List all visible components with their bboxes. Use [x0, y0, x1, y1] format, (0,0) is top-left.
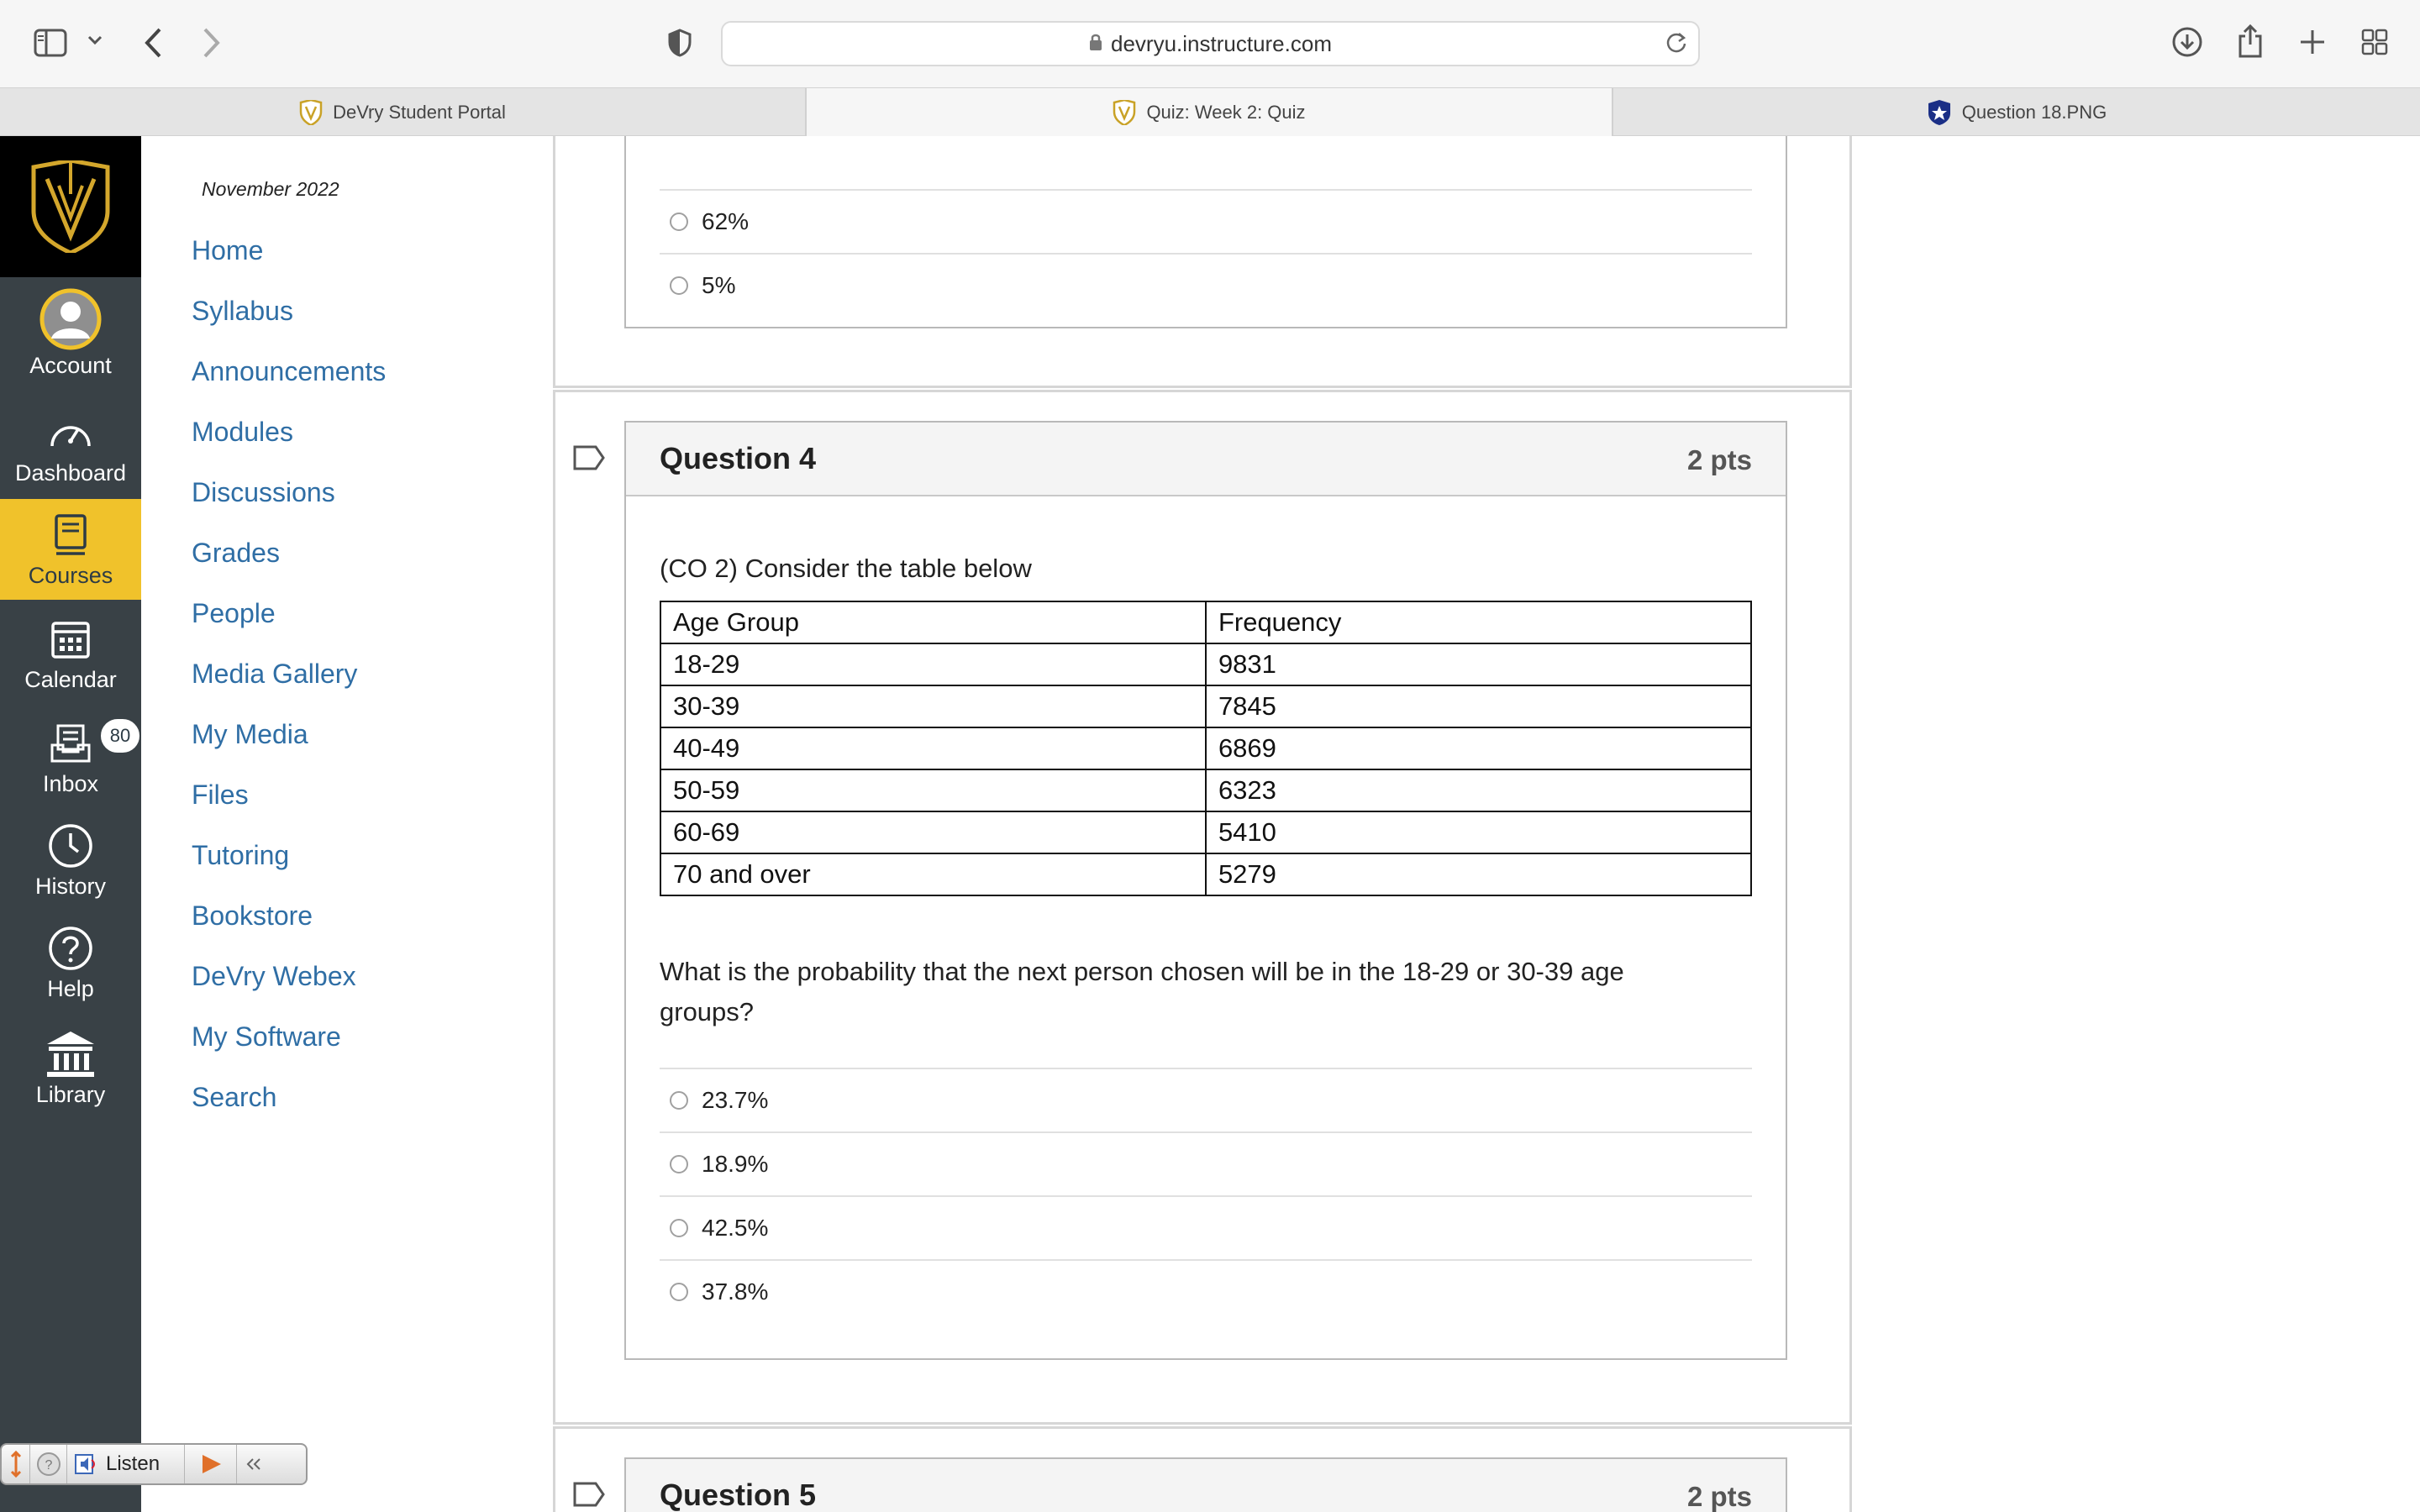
- answer-option[interactable]: [660, 253, 1752, 317]
- play-icon[interactable]: [185, 1445, 237, 1483]
- question-title: Question 5: [660, 1478, 817, 1512]
- course-nav-announcements[interactable]: Announcements: [192, 356, 387, 386]
- table-row: [660, 811, 1751, 853]
- listen-label: Listen: [106, 1452, 160, 1475]
- chevron-down-icon[interactable]: [87, 35, 103, 45]
- back-icon[interactable]: [143, 27, 163, 59]
- share-icon[interactable]: [2237, 23, 2264, 60]
- flag-question-icon[interactable]: [572, 1481, 606, 1512]
- downloads-icon[interactable]: [2171, 26, 2203, 58]
- radio-button[interactable]: [670, 1091, 688, 1110]
- table-cell: 7845: [1206, 685, 1751, 727]
- term-label: November 2022: [202, 178, 339, 200]
- answer-text: 42.5%: [702, 1215, 769, 1241]
- table-header-row: [660, 601, 1751, 643]
- browser-toolbar: [0, 0, 2420, 87]
- global-nav-courses[interactable]: [0, 499, 141, 600]
- answer-text: 37.8%: [702, 1278, 769, 1305]
- course-navigation: [141, 136, 553, 1512]
- global-nav-label: Help: [47, 976, 94, 1001]
- global-navigation: [0, 136, 141, 1512]
- tab-question-18-png[interactable]: [1613, 88, 2420, 136]
- global-nav-library[interactable]: [0, 1026, 141, 1127]
- lock-icon: [1089, 31, 1102, 57]
- sidebar-toggle-icon[interactable]: [34, 29, 67, 57]
- global-nav-label: Courses: [28, 563, 113, 588]
- course-nav-my-software[interactable]: My Software: [192, 1021, 341, 1052]
- answer-option[interactable]: [660, 1259, 1752, 1323]
- tab-label: Quiz: Week 2: Quiz: [1146, 101, 1306, 123]
- question-3-card: [553, 136, 1852, 388]
- answer-option[interactable]: [660, 1195, 1752, 1259]
- global-nav-history[interactable]: [0, 818, 141, 919]
- global-nav-account[interactable]: [0, 286, 141, 383]
- reload-icon[interactable]: [1665, 30, 1687, 54]
- courses-book-icon: [52, 507, 89, 563]
- answer-option[interactable]: [660, 189, 1752, 253]
- table-cell: 70 and over: [660, 853, 1206, 895]
- question-3-box: [624, 136, 1787, 328]
- listen-toolbar: [0, 1443, 308, 1485]
- table-cell: 5279: [1206, 853, 1751, 895]
- help-icon: [48, 921, 93, 976]
- dashboard-icon: [48, 405, 93, 460]
- drag-handle-icon[interactable]: [2, 1445, 30, 1483]
- question-points: 2 pts: [1686, 444, 1752, 475]
- course-nav-syllabus[interactable]: Syllabus: [192, 296, 293, 326]
- table-cell: 30-39: [660, 685, 1206, 727]
- course-nav-bookstore[interactable]: Bookstore: [192, 900, 313, 931]
- radio-button[interactable]: [670, 213, 688, 231]
- course-nav-tutoring[interactable]: Tutoring: [192, 840, 290, 870]
- address-bar[interactable]: [721, 21, 1700, 66]
- global-nav-label: Dashboard: [14, 460, 127, 486]
- table-row: [660, 685, 1751, 727]
- inbox-unread-badge: 80: [99, 717, 141, 754]
- radio-button[interactable]: [670, 1283, 688, 1301]
- forward-icon[interactable]: [202, 27, 222, 59]
- question-title: Question 4: [660, 441, 817, 475]
- question-header: [626, 1459, 1786, 1512]
- global-nav-label: Calendar: [24, 667, 117, 692]
- new-tab-icon[interactable]: [2299, 29, 2326, 55]
- devry-logo[interactable]: [0, 136, 141, 277]
- course-nav-media-gallery[interactable]: Media Gallery: [192, 659, 358, 689]
- question-4-box: [624, 421, 1787, 1360]
- flag-question-icon[interactable]: [572, 444, 606, 475]
- table-row: [660, 727, 1751, 769]
- global-nav-label: Library: [35, 1082, 106, 1107]
- course-nav-grades[interactable]: Grades: [192, 538, 280, 568]
- answer-text: 62%: [702, 208, 750, 234]
- course-nav-home[interactable]: Home: [192, 235, 264, 265]
- answer-option[interactable]: [660, 1131, 1752, 1195]
- table-header-cell: Age Group: [660, 601, 1206, 643]
- quiz-content: [553, 136, 2420, 1512]
- question-points: 2 pts: [1686, 1481, 1752, 1512]
- question-prompt: (CO 2) Consider the table below: [660, 554, 1032, 583]
- answer-text: 23.7%: [702, 1087, 769, 1113]
- devry-shield-icon: [299, 100, 323, 125]
- global-nav-inbox[interactable]: [0, 716, 141, 816]
- answer-option[interactable]: [660, 1068, 1752, 1131]
- table-row: [660, 643, 1751, 685]
- inbox-icon: [50, 716, 92, 771]
- course-nav-files[interactable]: Files: [192, 780, 249, 810]
- question-text: What is the probability that the next person chosen will be in the 18-29 or 30-39 age groups?: [660, 957, 1624, 1026]
- clock-icon: [48, 818, 93, 874]
- global-nav-dashboard[interactable]: [0, 405, 141, 492]
- global-nav-help[interactable]: [0, 921, 141, 1021]
- course-nav-people[interactable]: People: [192, 598, 276, 628]
- privacy-shield-icon[interactable]: [667, 29, 692, 57]
- table-cell: 40-49: [660, 727, 1206, 769]
- question-5-box: [624, 1457, 1787, 1512]
- collapse-icon[interactable]: [237, 1445, 271, 1483]
- radio-button[interactable]: [670, 1219, 688, 1237]
- table-cell: 9831: [1206, 643, 1751, 685]
- tab-devry-student-portal[interactable]: [0, 88, 805, 136]
- answer-text: 18.9%: [702, 1151, 769, 1177]
- table-header-cell: Frequency: [1206, 601, 1751, 643]
- global-nav-label: History: [34, 874, 106, 899]
- image-star-icon: [1927, 100, 1952, 125]
- table-cell: 5410: [1206, 811, 1751, 853]
- url-text: devryu.instructure.com: [1111, 30, 1332, 56]
- speaker-icon: [74, 1452, 99, 1477]
- svg-text:?: ?: [45, 1458, 52, 1473]
- table-cell: 18-29: [660, 643, 1206, 685]
- table-cell: 60-69: [660, 811, 1206, 853]
- library-icon: [45, 1026, 97, 1082]
- tab-quiz[interactable]: [807, 88, 1612, 136]
- radio-button[interactable]: [670, 276, 688, 295]
- devry-shield-icon: [1113, 100, 1136, 125]
- tab-overview-icon[interactable]: [2361, 29, 2388, 55]
- avatar: [39, 286, 102, 353]
- answer-text: 5%: [702, 272, 736, 298]
- question-header: [626, 423, 1786, 496]
- table-row: [660, 769, 1751, 811]
- radio-button[interactable]: [670, 1155, 688, 1173]
- listen-button[interactable]: [67, 1445, 185, 1483]
- tab-bar: [0, 87, 2420, 136]
- table-cell: 6869: [1206, 727, 1751, 769]
- table-cell: 50-59: [660, 769, 1206, 811]
- table-cell: 6323: [1206, 769, 1751, 811]
- calendar-icon: [50, 612, 91, 667]
- course-nav-discussions[interactable]: Discussions: [192, 477, 335, 507]
- course-nav-search[interactable]: Search: [192, 1082, 277, 1112]
- course-nav-modules[interactable]: Modules: [192, 417, 293, 447]
- course-nav-my-media[interactable]: My Media: [192, 719, 308, 749]
- help-icon[interactable]: [30, 1445, 67, 1483]
- question-4-card: [553, 390, 1852, 1425]
- question-5-card: [553, 1426, 1852, 1512]
- global-nav-calendar[interactable]: [0, 612, 141, 709]
- frequency-table: [660, 601, 1752, 896]
- global-nav-label: Account: [29, 353, 112, 378]
- global-nav-label: Inbox: [42, 771, 99, 796]
- course-nav-devry-webex[interactable]: DeVry Webex: [192, 961, 356, 991]
- tab-label: DeVry Student Portal: [333, 101, 506, 123]
- table-row: [660, 853, 1751, 895]
- tab-label: Question 18.PNG: [1961, 101, 2107, 123]
